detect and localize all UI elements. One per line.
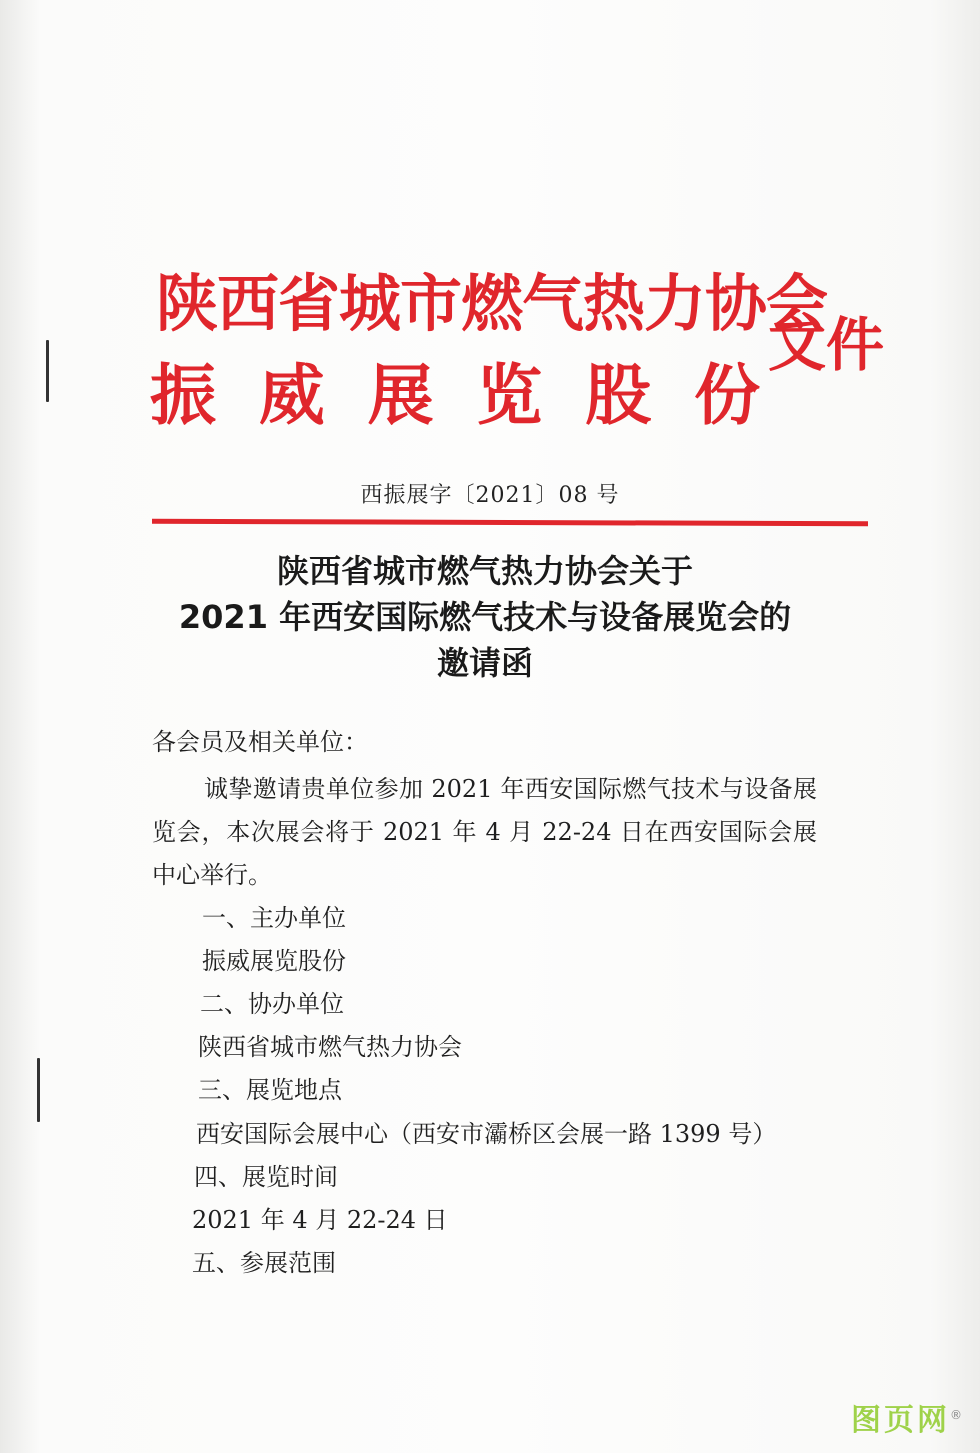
section-heading-venue: 三、展览地点 (198, 1076, 342, 1104)
registered-mark: ® (950, 1408, 962, 1422)
issuer-company-char: 展 (367, 357, 434, 434)
red-divider-line (152, 519, 868, 526)
section-heading-co-organizer: 二、协办单位 (200, 990, 344, 1018)
section-heading-scope: 五、参展范围 (192, 1249, 336, 1277)
section-heading-dates: 四、展览时间 (194, 1163, 338, 1191)
binding-mark-top (46, 340, 49, 402)
title-line-1: 陕西省城市燃气热力协会关于 (276, 552, 693, 590)
issuer-association-name: 陕西省城市燃气热力协会 (156, 267, 828, 340)
exhibition-dates: 2021 年 4 月 22-24 日 (192, 1206, 448, 1234)
invitation-paragraph: 诚挚邀请贵单位参加 2021 年西安国际燃气技术与设备展览会，本次展会将于 2021 年 4 月 22-24 日在西安国际会展中心举行。 (152, 775, 817, 889)
issuer-company-name (150, 342, 760, 437)
site-watermark (851, 1395, 962, 1439)
organizer-name: 振威展览股份 (202, 947, 346, 975)
co-organizer-name: 陕西省城市燃气热力协会 (198, 1033, 462, 1061)
issuer-company-char: 股 (585, 357, 652, 434)
document-title (0, 548, 970, 686)
watermark-text: 图页网 (851, 1403, 950, 1438)
title-line-2: 2021 年西安国际燃气技术与设备展览会的 (178, 598, 792, 636)
red-header (150, 250, 890, 440)
title-line-3: 邀请函 (436, 644, 533, 682)
document-number: 西振展字〔2021〕08 号 (360, 483, 620, 508)
issuer-company-char: 威 (258, 357, 325, 434)
issuer-company-char: 览 (476, 357, 543, 434)
section-heading-organizer: 一、主办单位 (202, 904, 346, 932)
issuer-company-char: 份 (693, 357, 760, 434)
issuer-company-char: 振 (150, 357, 216, 434)
salutation: 各会员及相关单位： (152, 728, 368, 756)
venue-address: 西安国际会展中心（西安市灞桥区会展一路 1399 号） (196, 1120, 777, 1148)
document-word: 文件 (768, 311, 885, 379)
binding-mark-bottom (37, 1058, 40, 1122)
